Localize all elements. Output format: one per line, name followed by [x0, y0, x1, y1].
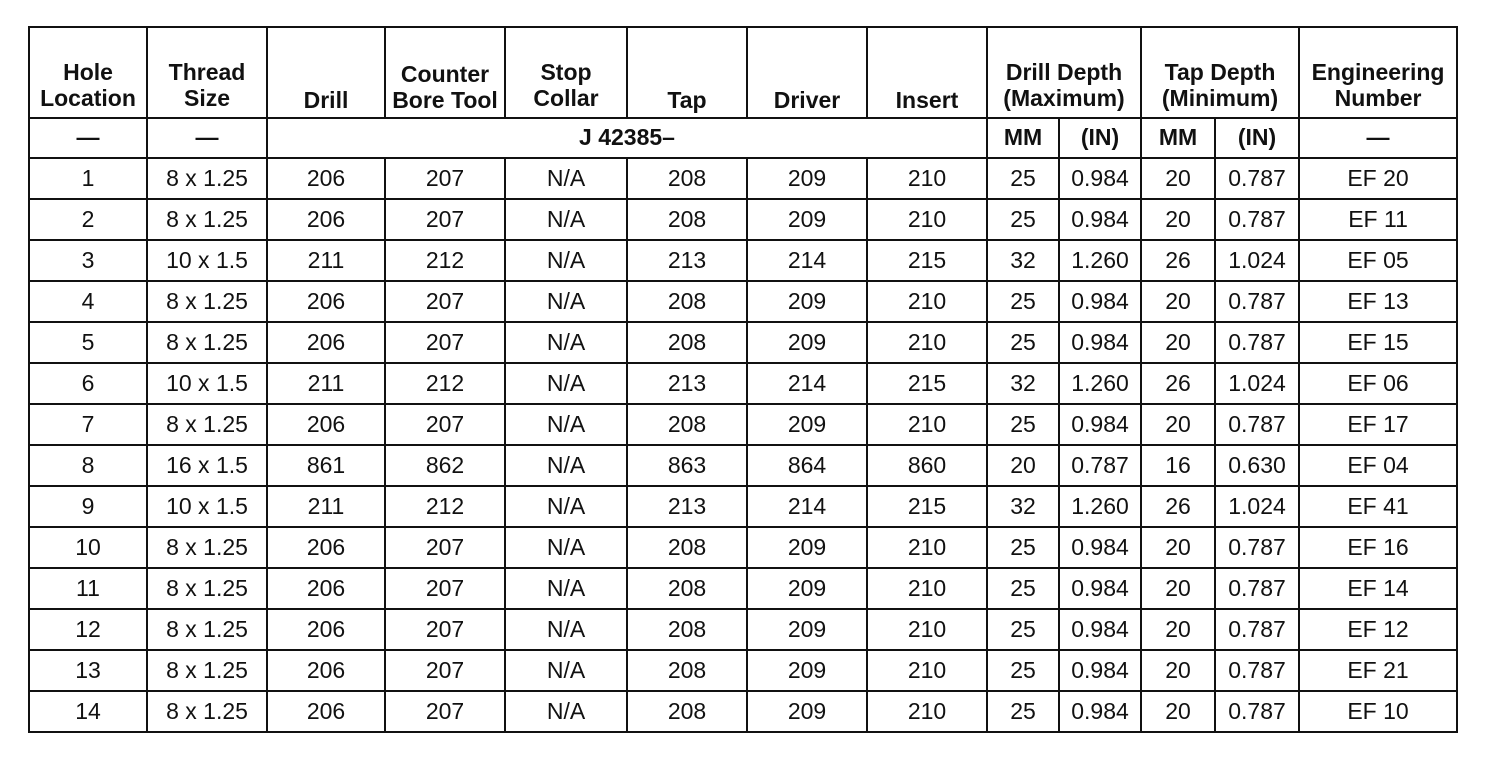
tap-depth-mm-cell: 16: [1141, 445, 1215, 486]
drill-depth-mm-cell: 25: [987, 568, 1059, 609]
hole-specification-table: [28, 26, 1458, 733]
counter-bore-cell: 207: [385, 650, 505, 691]
hole-location-cell: 7: [29, 404, 147, 445]
stop-collar-cell: N/A: [505, 404, 627, 445]
drill-depth-mm-cell: 25: [987, 609, 1059, 650]
hole-location-cell: 14: [29, 691, 147, 732]
drill-cell: 206: [267, 158, 385, 199]
tap-depth-in-cell: 0.787: [1215, 199, 1299, 240]
hole-location-cell: 2: [29, 199, 147, 240]
drill-depth-in-cell: 0.984: [1059, 322, 1141, 363]
engineering-number-cell: EF 10: [1299, 691, 1457, 732]
driver-cell: 209: [747, 568, 867, 609]
tap-cell: 213: [627, 363, 747, 404]
header-insert: Insert: [867, 27, 987, 118]
thread-size-cell: 8 x 1.25: [147, 281, 267, 322]
hole-location-cell: 11: [29, 568, 147, 609]
drill-depth-in-cell: 0.984: [1059, 158, 1141, 199]
tap-depth-mm-cell: 20: [1141, 650, 1215, 691]
engineering-number-cell: EF 17: [1299, 404, 1457, 445]
stop-collar-cell: N/A: [505, 527, 627, 568]
header-counter-bore-tool: Counter Bore Tool: [385, 27, 505, 118]
drill-cell: 206: [267, 691, 385, 732]
tap-cell: 208: [627, 650, 747, 691]
thread-size-cell: 8 x 1.25: [147, 691, 267, 732]
engineering-number-cell: EF 41: [1299, 486, 1457, 527]
insert-cell: 210: [867, 404, 987, 445]
counter-bore-cell: 207: [385, 527, 505, 568]
drill-cell: 206: [267, 281, 385, 322]
tool-number-prefix: J 42385–: [267, 118, 987, 158]
hole-location-cell: 1: [29, 158, 147, 199]
counter-bore-cell: 212: [385, 240, 505, 281]
drill-depth-in-cell: 0.984: [1059, 691, 1141, 732]
engineering-number-cell: EF 21: [1299, 650, 1457, 691]
counter-bore-cell: 207: [385, 158, 505, 199]
units-tap-in: (IN): [1215, 118, 1299, 158]
table-body: [29, 158, 1457, 732]
header-tap: Tap: [627, 27, 747, 118]
stop-collar-cell: N/A: [505, 650, 627, 691]
column-header-row: [29, 27, 1457, 118]
engineering-number-cell: EF 13: [1299, 281, 1457, 322]
insert-cell: 210: [867, 527, 987, 568]
header-stop-collar: Stop Collar: [505, 27, 627, 118]
counter-bore-cell: 207: [385, 322, 505, 363]
tap-depth-mm-cell: 26: [1141, 240, 1215, 281]
drill-cell: 206: [267, 199, 385, 240]
engineering-number-cell: EF 14: [1299, 568, 1457, 609]
drill-depth-mm-cell: 25: [987, 281, 1059, 322]
stop-collar-cell: N/A: [505, 445, 627, 486]
drill-depth-in-cell: 0.984: [1059, 527, 1141, 568]
counter-bore-cell: 207: [385, 199, 505, 240]
driver-cell: 209: [747, 527, 867, 568]
tap-cell: 208: [627, 527, 747, 568]
insert-cell: 215: [867, 486, 987, 527]
stop-collar-cell: N/A: [505, 240, 627, 281]
hole-location-cell: 9: [29, 486, 147, 527]
tap-depth-in-cell: 0.787: [1215, 158, 1299, 199]
table-row: [29, 240, 1457, 281]
drill-depth-in-cell: 0.984: [1059, 281, 1141, 322]
tap-depth-in-cell: 0.787: [1215, 527, 1299, 568]
driver-cell: 214: [747, 363, 867, 404]
units-row: [29, 118, 1457, 158]
thread-size-cell: 8 x 1.25: [147, 158, 267, 199]
units-hole-location: —: [29, 118, 147, 158]
tap-depth-mm-cell: 20: [1141, 404, 1215, 445]
header-hole-location: Hole Location: [29, 27, 147, 118]
insert-cell: 210: [867, 281, 987, 322]
tap-depth-mm-cell: 20: [1141, 199, 1215, 240]
drill-depth-in-cell: 0.787: [1059, 445, 1141, 486]
tap-depth-mm-cell: 20: [1141, 281, 1215, 322]
table-row: [29, 568, 1457, 609]
thread-size-cell: 16 x 1.5: [147, 445, 267, 486]
tap-depth-in-cell: 0.630: [1215, 445, 1299, 486]
insert-cell: 210: [867, 199, 987, 240]
driver-cell: 209: [747, 404, 867, 445]
drill-depth-mm-cell: 25: [987, 322, 1059, 363]
header-drill-depth: Drill Depth (Maximum): [987, 27, 1141, 118]
drill-depth-in-cell: 0.984: [1059, 568, 1141, 609]
engineering-number-cell: EF 15: [1299, 322, 1457, 363]
drill-cell: 206: [267, 404, 385, 445]
driver-cell: 209: [747, 199, 867, 240]
tap-depth-mm-cell: 20: [1141, 158, 1215, 199]
table-row: [29, 527, 1457, 568]
tap-depth-mm-cell: 20: [1141, 527, 1215, 568]
thread-size-cell: 8 x 1.25: [147, 322, 267, 363]
counter-bore-cell: 207: [385, 691, 505, 732]
engineering-number-cell: EF 16: [1299, 527, 1457, 568]
hole-location-cell: 3: [29, 240, 147, 281]
driver-cell: 214: [747, 486, 867, 527]
drill-depth-mm-cell: 25: [987, 527, 1059, 568]
tap-depth-in-cell: 0.787: [1215, 568, 1299, 609]
driver-cell: 214: [747, 240, 867, 281]
stop-collar-cell: N/A: [505, 568, 627, 609]
counter-bore-cell: 207: [385, 404, 505, 445]
tap-depth-in-cell: 1.024: [1215, 363, 1299, 404]
driver-cell: 209: [747, 281, 867, 322]
tap-cell: 208: [627, 199, 747, 240]
header-thread-size: Thread Size: [147, 27, 267, 118]
drill-depth-in-cell: 0.984: [1059, 650, 1141, 691]
stop-collar-cell: N/A: [505, 322, 627, 363]
units-drill-mm: MM: [987, 118, 1059, 158]
tap-depth-in-cell: 0.787: [1215, 691, 1299, 732]
tap-depth-mm-cell: 26: [1141, 363, 1215, 404]
insert-cell: 210: [867, 158, 987, 199]
table-row: [29, 486, 1457, 527]
drill-cell: 211: [267, 363, 385, 404]
thread-size-cell: 10 x 1.5: [147, 363, 267, 404]
hole-location-cell: 8: [29, 445, 147, 486]
tap-depth-in-cell: 1.024: [1215, 240, 1299, 281]
insert-cell: 210: [867, 568, 987, 609]
drill-depth-in-cell: 1.260: [1059, 486, 1141, 527]
counter-bore-cell: 207: [385, 281, 505, 322]
engineering-number-cell: EF 12: [1299, 609, 1457, 650]
tap-depth-in-cell: 0.787: [1215, 322, 1299, 363]
drill-depth-in-cell: 0.984: [1059, 404, 1141, 445]
hole-location-cell: 12: [29, 609, 147, 650]
tap-depth-in-cell: 1.024: [1215, 486, 1299, 527]
tap-cell: 208: [627, 568, 747, 609]
drill-cell: 211: [267, 240, 385, 281]
tap-depth-in-cell: 0.787: [1215, 281, 1299, 322]
insert-cell: 860: [867, 445, 987, 486]
driver-cell: 209: [747, 322, 867, 363]
thread-size-cell: 8 x 1.25: [147, 199, 267, 240]
thread-size-cell: 10 x 1.5: [147, 486, 267, 527]
tap-cell: 208: [627, 322, 747, 363]
thread-size-cell: 8 x 1.25: [147, 527, 267, 568]
tap-cell: 213: [627, 240, 747, 281]
driver-cell: 209: [747, 691, 867, 732]
tap-depth-mm-cell: 20: [1141, 691, 1215, 732]
hole-location-cell: 10: [29, 527, 147, 568]
tap-depth-mm-cell: 26: [1141, 486, 1215, 527]
tap-depth-mm-cell: 20: [1141, 568, 1215, 609]
drill-cell: 206: [267, 609, 385, 650]
engineering-number-cell: EF 05: [1299, 240, 1457, 281]
counter-bore-cell: 212: [385, 486, 505, 527]
counter-bore-cell: 207: [385, 609, 505, 650]
table-row: [29, 281, 1457, 322]
drill-depth-mm-cell: 32: [987, 240, 1059, 281]
hole-location-cell: 5: [29, 322, 147, 363]
drill-depth-in-cell: 0.984: [1059, 199, 1141, 240]
insert-cell: 215: [867, 363, 987, 404]
driver-cell: 864: [747, 445, 867, 486]
stop-collar-cell: N/A: [505, 199, 627, 240]
thread-size-cell: 8 x 1.25: [147, 568, 267, 609]
drill-depth-in-cell: 0.984: [1059, 609, 1141, 650]
header-tap-depth: Tap Depth (Minimum): [1141, 27, 1299, 118]
tap-cell: 863: [627, 445, 747, 486]
thread-size-cell: 10 x 1.5: [147, 240, 267, 281]
tap-cell: 208: [627, 281, 747, 322]
tap-cell: 208: [627, 404, 747, 445]
drill-cell: 206: [267, 322, 385, 363]
tap-depth-in-cell: 0.787: [1215, 650, 1299, 691]
units-thread-size: —: [147, 118, 267, 158]
tap-depth-in-cell: 0.787: [1215, 404, 1299, 445]
tap-cell: 213: [627, 486, 747, 527]
thread-size-cell: 8 x 1.25: [147, 650, 267, 691]
stop-collar-cell: N/A: [505, 281, 627, 322]
tap-cell: 208: [627, 609, 747, 650]
engineering-number-cell: EF 20: [1299, 158, 1457, 199]
engineering-number-cell: EF 11: [1299, 199, 1457, 240]
drill-cell: 206: [267, 650, 385, 691]
drill-depth-in-cell: 1.260: [1059, 363, 1141, 404]
hole-location-cell: 6: [29, 363, 147, 404]
drill-depth-mm-cell: 25: [987, 650, 1059, 691]
engineering-number-cell: EF 06: [1299, 363, 1457, 404]
hole-location-cell: 13: [29, 650, 147, 691]
insert-cell: 210: [867, 691, 987, 732]
stop-collar-cell: N/A: [505, 609, 627, 650]
table-row: [29, 404, 1457, 445]
table-row: [29, 322, 1457, 363]
insert-cell: 215: [867, 240, 987, 281]
tap-cell: 208: [627, 691, 747, 732]
drill-depth-in-cell: 1.260: [1059, 240, 1141, 281]
units-drill-in: (IN): [1059, 118, 1141, 158]
drill-depth-mm-cell: 25: [987, 691, 1059, 732]
stop-collar-cell: N/A: [505, 486, 627, 527]
counter-bore-cell: 212: [385, 363, 505, 404]
tap-cell: 208: [627, 158, 747, 199]
stop-collar-cell: N/A: [505, 158, 627, 199]
engineering-number-cell: EF 04: [1299, 445, 1457, 486]
counter-bore-cell: 207: [385, 568, 505, 609]
units-engineering-number: —: [1299, 118, 1457, 158]
insert-cell: 210: [867, 609, 987, 650]
insert-cell: 210: [867, 650, 987, 691]
drill-depth-mm-cell: 32: [987, 486, 1059, 527]
drill-cell: 861: [267, 445, 385, 486]
tap-depth-in-cell: 0.787: [1215, 609, 1299, 650]
table-row: [29, 650, 1457, 691]
driver-cell: 209: [747, 609, 867, 650]
table-row: [29, 691, 1457, 732]
counter-bore-cell: 862: [385, 445, 505, 486]
table-row: [29, 199, 1457, 240]
driver-cell: 209: [747, 650, 867, 691]
stop-collar-cell: N/A: [505, 363, 627, 404]
header-drill: Drill: [267, 27, 385, 118]
thread-size-cell: 8 x 1.25: [147, 404, 267, 445]
driver-cell: 209: [747, 158, 867, 199]
drill-cell: 206: [267, 527, 385, 568]
thread-size-cell: 8 x 1.25: [147, 609, 267, 650]
tap-depth-mm-cell: 20: [1141, 322, 1215, 363]
drill-depth-mm-cell: 25: [987, 404, 1059, 445]
header-engineering-number: Engineering Number: [1299, 27, 1457, 118]
drill-depth-mm-cell: 20: [987, 445, 1059, 486]
table-row: [29, 445, 1457, 486]
drill-depth-mm-cell: 25: [987, 158, 1059, 199]
stop-collar-cell: N/A: [505, 691, 627, 732]
table-row: [29, 609, 1457, 650]
drill-cell: 206: [267, 568, 385, 609]
drill-depth-mm-cell: 32: [987, 363, 1059, 404]
hole-location-cell: 4: [29, 281, 147, 322]
table-row: [29, 158, 1457, 199]
drill-cell: 211: [267, 486, 385, 527]
insert-cell: 210: [867, 322, 987, 363]
tap-depth-mm-cell: 20: [1141, 609, 1215, 650]
header-driver: Driver: [747, 27, 867, 118]
table-row: [29, 363, 1457, 404]
units-tap-mm: MM: [1141, 118, 1215, 158]
drill-depth-mm-cell: 25: [987, 199, 1059, 240]
